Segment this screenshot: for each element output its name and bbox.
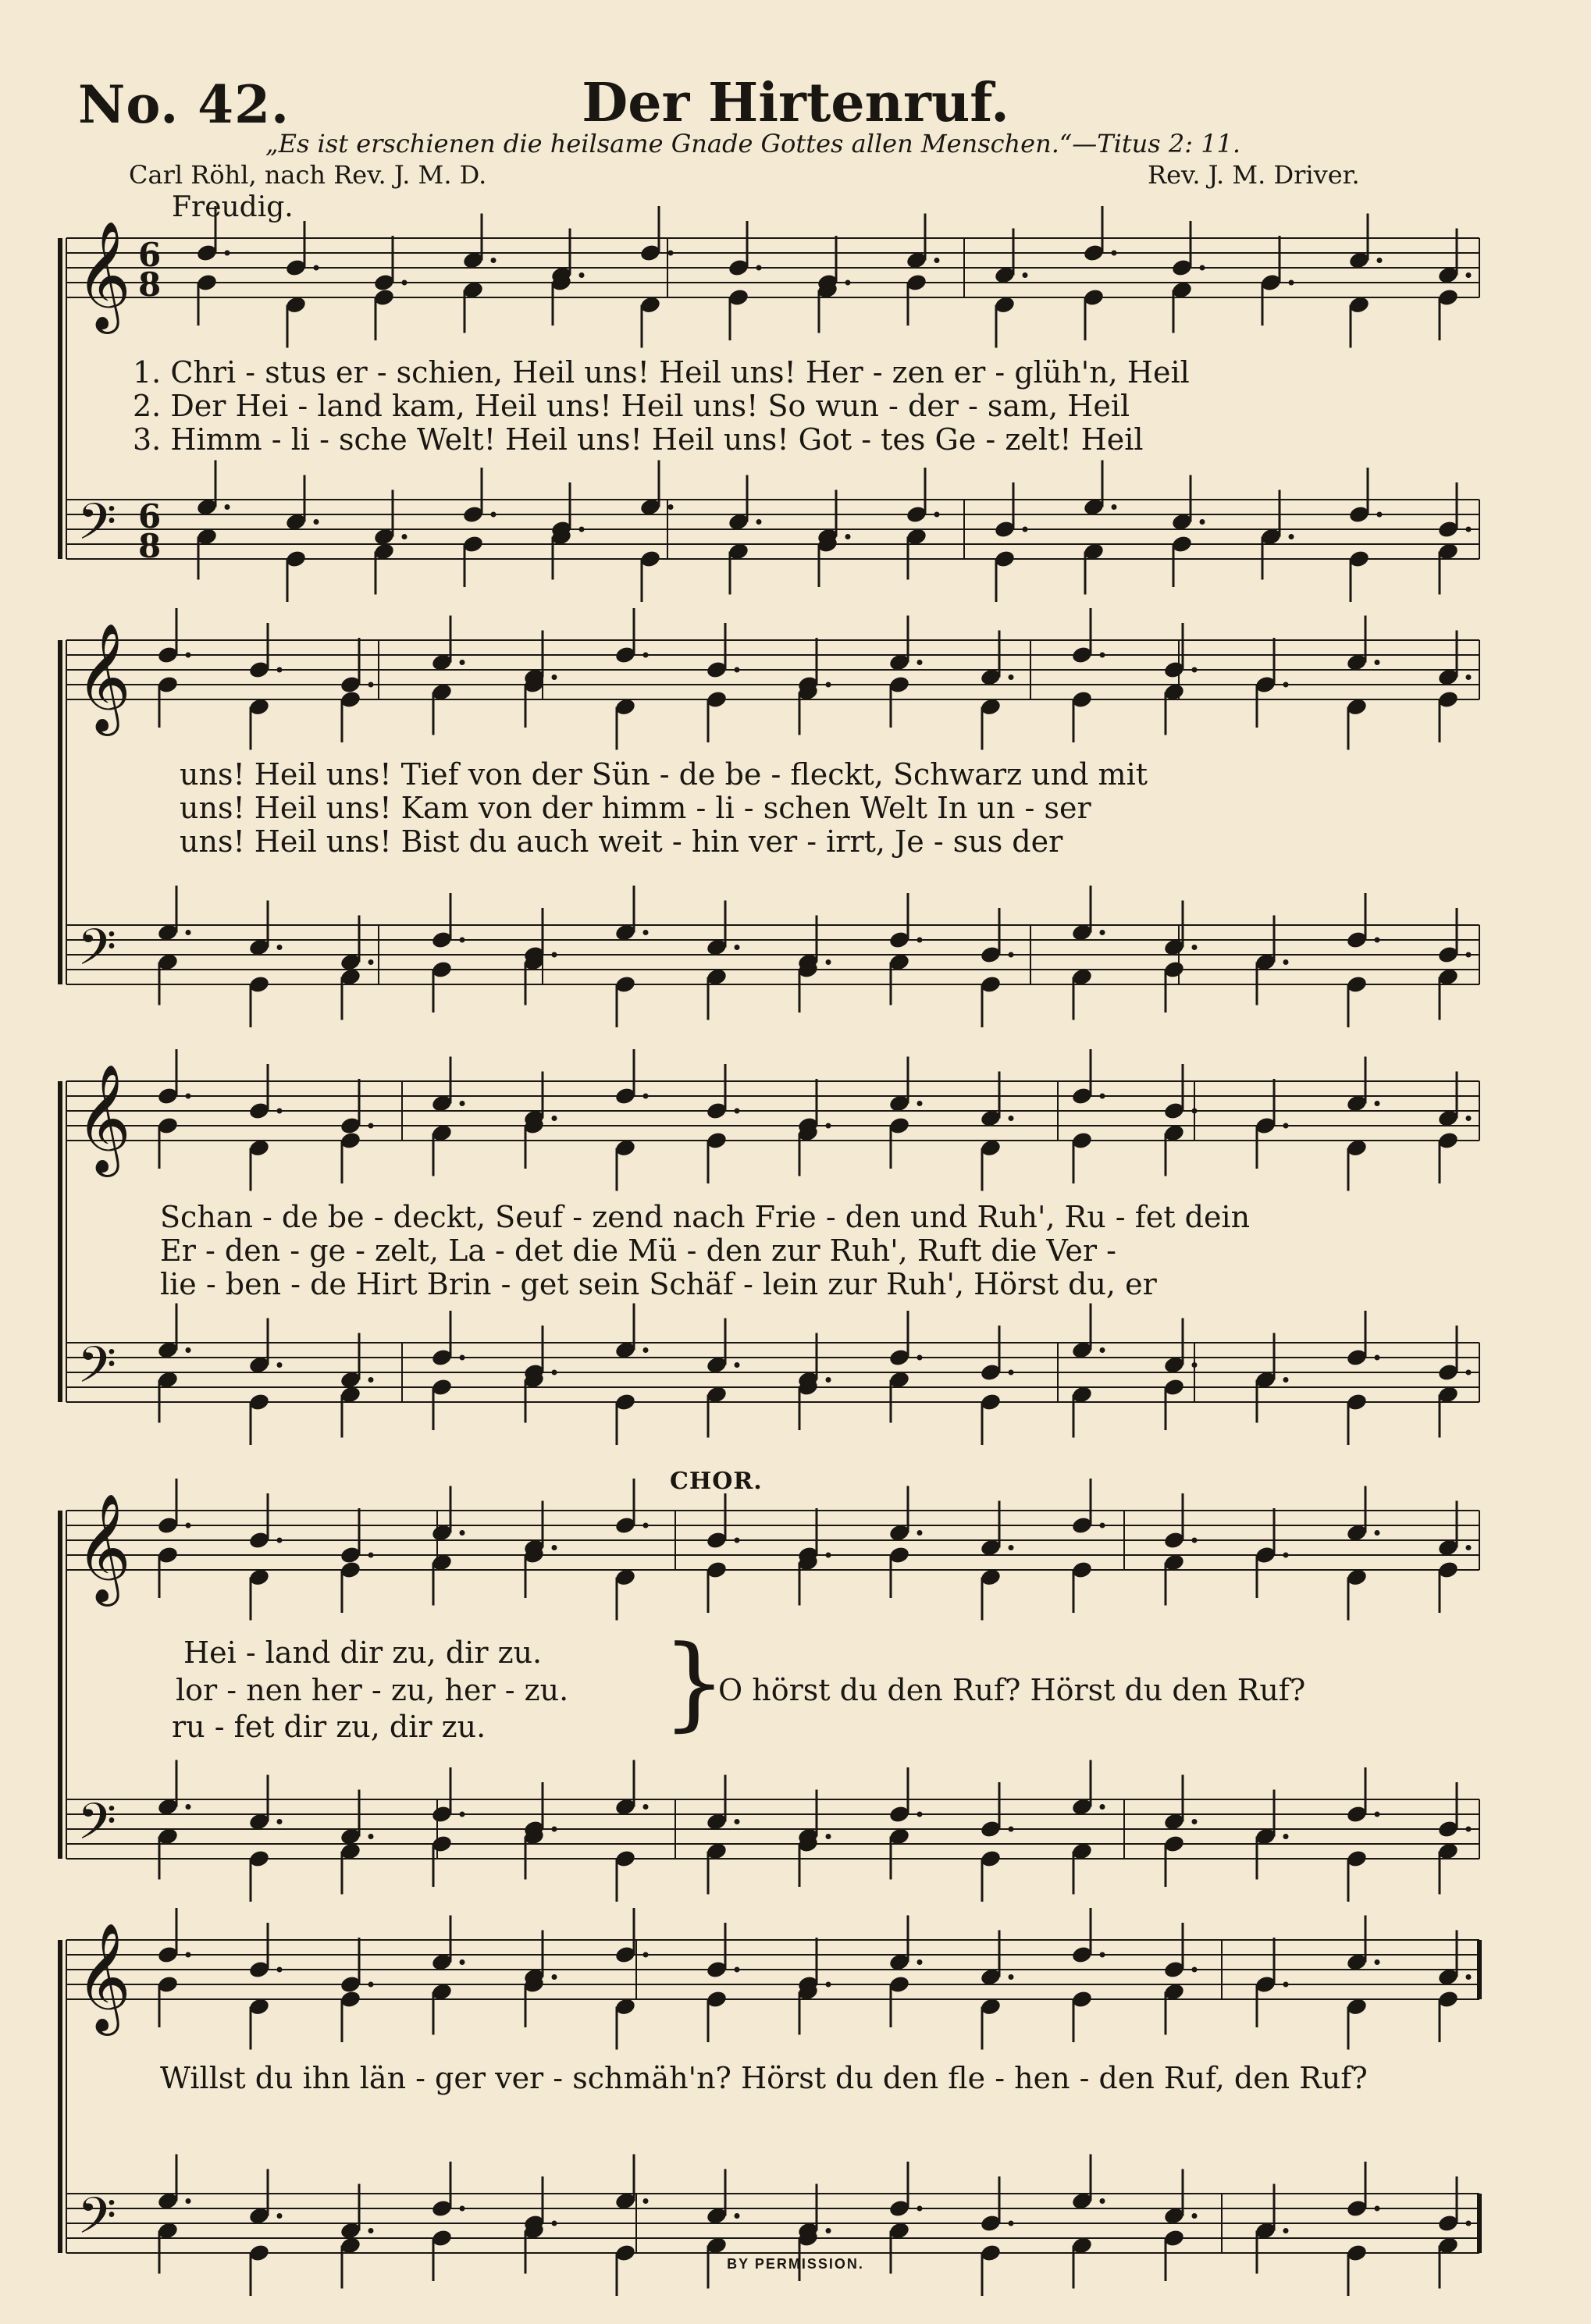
- dot: [368, 959, 374, 965]
- dot: [668, 504, 674, 510]
- lyric-line: uns! Heil uns! Kam von der himm - li - schen Welt In un - ser: [180, 791, 1091, 825]
- dot: [277, 1967, 283, 1973]
- dot: [1192, 1362, 1198, 1368]
- dot: [368, 1982, 374, 1988]
- dot: [1192, 1819, 1198, 1824]
- dot: [1100, 2198, 1105, 2204]
- lyric-line: uns! Heil uns! Tief von der Sün - de be - fleckt, Schwarz und mit: [180, 757, 1148, 792]
- dot: [1192, 1967, 1198, 1973]
- dot: [917, 1355, 923, 1361]
- dot: [1283, 1982, 1289, 1988]
- dot: [1466, 674, 1472, 680]
- lyric-line: 2. Der Hei - land kam, Heil uns! Heil uns! So wun - der - sam, Heil: [133, 389, 1130, 423]
- dot: [1375, 1101, 1380, 1106]
- time-signature-top: 6: [138, 497, 162, 536]
- dot: [735, 1109, 740, 1114]
- lyric-line: lor - nen her - zu, her - zu.: [176, 1673, 569, 1707]
- lyric-line: Hei - land dir zu, dir zu.: [183, 1635, 543, 1670]
- dot: [643, 1347, 649, 1353]
- dot: [368, 1123, 374, 1129]
- dot: [186, 1523, 191, 1529]
- dot: [402, 280, 408, 286]
- dot: [552, 1545, 557, 1550]
- lyric-line: ru - fet dir zu, dir zu.: [172, 1710, 486, 1744]
- dot: [460, 660, 465, 665]
- dot: [1466, 527, 1472, 532]
- dot: [1375, 1812, 1380, 1817]
- dot: [225, 251, 230, 256]
- dot: [186, 653, 191, 658]
- dot: [917, 1959, 923, 1965]
- dot: [1377, 258, 1383, 263]
- hymn-title: Der Hirtenruf.: [582, 72, 1009, 134]
- composer-credit: Carl Röhl, nach Rev. J. M. D.: [129, 160, 487, 190]
- dot: [460, 1101, 465, 1106]
- chorus-lyric: O hörst du den Ruf? Hörst du den Ruf?: [718, 1673, 1306, 1707]
- dot: [1192, 2213, 1198, 2219]
- lyric-line: lie - ben - de Hirt Brin - get sein Schäf - lein zur Ruh', Hörst du, er: [160, 1267, 1157, 1301]
- dot: [1466, 1827, 1472, 1832]
- dot: [460, 2206, 465, 2212]
- dot: [1100, 930, 1105, 935]
- dot: [186, 1804, 191, 1810]
- dot: [826, 1377, 831, 1383]
- bass-clef: 𝄢: [77, 1793, 117, 1863]
- dot: [277, 2213, 283, 2219]
- dot: [1466, 1974, 1472, 1980]
- dot: [1466, 1116, 1472, 1121]
- dot: [1112, 504, 1117, 510]
- dot: [1466, 1545, 1472, 1550]
- dot: [277, 667, 283, 673]
- dot: [1192, 945, 1198, 950]
- dot: [277, 1819, 283, 1824]
- dot: [314, 265, 319, 271]
- dot: [735, 945, 740, 950]
- dot: [1375, 938, 1380, 943]
- dot: [1283, 959, 1289, 965]
- dot: [186, 1094, 191, 1099]
- lyric-line: Er - den - ge - zelt, La - det die Mü - den zur Ruh', Ruft die Ver -: [160, 1233, 1116, 1268]
- dot: [491, 512, 497, 518]
- dot: [225, 504, 230, 510]
- time-signature-top: 6: [138, 236, 162, 274]
- dot: [735, 1538, 740, 1543]
- dot: [1100, 1523, 1105, 1529]
- treble-clef: 𝄞: [76, 1923, 131, 2031]
- dot: [643, 653, 649, 658]
- dot: [1289, 280, 1294, 286]
- dot: [668, 251, 674, 256]
- tempo-marking: Freudig.: [172, 191, 294, 223]
- dot: [1192, 1109, 1198, 1114]
- dot: [579, 272, 585, 278]
- dot: [917, 660, 923, 665]
- dot: [1466, 272, 1472, 278]
- dot: [186, 930, 191, 935]
- dot: [552, 674, 557, 680]
- dot: [643, 930, 649, 935]
- dot: [1283, 1377, 1289, 1383]
- dot: [643, 1952, 649, 1958]
- dot: [917, 2206, 923, 2212]
- dot: [277, 1362, 283, 1368]
- dot: [643, 2198, 649, 2204]
- lyric-line: Schan - de be - deckt, Seuf - zend nach Frie - den und Ruh', Ru - fet dein: [160, 1200, 1251, 1234]
- dot: [1100, 1347, 1105, 1353]
- dot: [186, 2198, 191, 2204]
- dot: [1283, 2228, 1289, 2233]
- dot: [368, 682, 374, 688]
- dot: [552, 1370, 557, 1376]
- dot: [1466, 952, 1472, 958]
- dot: [826, 1553, 831, 1558]
- dot: [1375, 660, 1380, 665]
- dot: [934, 512, 940, 518]
- dot: [826, 1834, 831, 1839]
- dot: [368, 2228, 374, 2233]
- dot: [826, 2228, 831, 2233]
- verse-brace: }: [662, 1623, 727, 1742]
- dot: [491, 258, 497, 263]
- dot: [1023, 272, 1028, 278]
- dot: [314, 519, 319, 525]
- dot: [579, 527, 585, 532]
- dot: [934, 258, 940, 263]
- dot: [826, 1123, 831, 1129]
- bass-clef: 𝄢: [77, 493, 117, 564]
- dot: [402, 534, 408, 539]
- dot: [1009, 1545, 1014, 1550]
- dot: [1283, 682, 1289, 688]
- dot: [368, 1553, 374, 1558]
- dot: [552, 1827, 557, 1832]
- dot: [552, 2221, 557, 2226]
- dot: [368, 1377, 374, 1383]
- epigraph: „Es ist erschienen die heilsame Gnade Gottes allen Menschen.“—Titus 2: 11.: [265, 129, 1241, 158]
- time-signature-bottom: 8: [138, 527, 162, 565]
- treble-clef: 𝄞: [76, 1493, 131, 1602]
- treble-clef: 𝄞: [76, 1064, 131, 1173]
- dot: [643, 1094, 649, 1099]
- dot: [1100, 1952, 1105, 1958]
- treble-clef: 𝄞: [76, 623, 131, 731]
- dot: [735, 1967, 740, 1973]
- dot: [917, 1530, 923, 1536]
- dot: [1466, 1370, 1472, 1376]
- chorus-label: CHOR.: [670, 1468, 763, 1495]
- dot: [1375, 2206, 1380, 2212]
- bass-clef: 𝄢: [77, 1336, 117, 1407]
- bass-clef: 𝄢: [77, 919, 117, 989]
- dot: [460, 1812, 465, 1817]
- time-signature-bottom: 8: [138, 265, 162, 304]
- dot: [1009, 674, 1014, 680]
- dot: [1283, 1123, 1289, 1129]
- dot: [735, 667, 740, 673]
- dot: [186, 1952, 191, 1958]
- hymn-number: No. 42.: [78, 74, 290, 135]
- dot: [277, 1538, 283, 1543]
- dot: [1112, 251, 1117, 256]
- permission-note: BY PERMISSION.: [727, 2256, 864, 2272]
- lyric-line: uns! Heil uns! Bist du auch weit - hin ver - irrt, Je - sus der: [180, 824, 1063, 859]
- dot: [1009, 1116, 1014, 1121]
- dot: [756, 265, 762, 271]
- dot: [1023, 527, 1028, 532]
- dot: [845, 280, 851, 286]
- dot: [1283, 1834, 1289, 1839]
- dot: [277, 945, 283, 950]
- dot: [460, 1959, 465, 1965]
- dot: [1009, 1974, 1014, 1980]
- dot: [368, 1834, 374, 1839]
- dot: [756, 519, 762, 525]
- dot: [735, 1819, 740, 1824]
- dot: [1100, 653, 1105, 658]
- dot: [1009, 1827, 1014, 1832]
- dot: [552, 952, 557, 958]
- dot: [552, 1116, 557, 1121]
- dot: [643, 1804, 649, 1810]
- lyric-line: 3. Himm - li - sche Welt! Heil uns! Heil uns! Got - tes Ge - zelt! Heil: [133, 422, 1144, 457]
- dot: [1192, 667, 1198, 673]
- dot: [826, 959, 831, 965]
- dot: [460, 1355, 465, 1361]
- lyricist-credit: Rev. J. M. Driver.: [1148, 160, 1360, 190]
- treble-clef: 𝄞: [76, 221, 131, 329]
- lyric-line: 1. Chri - stus er - schien, Heil uns! Heil uns! Her - zen er - glüh'n, Heil: [133, 355, 1190, 390]
- dot: [1375, 1530, 1380, 1536]
- dot: [917, 1101, 923, 1106]
- dot: [1100, 1804, 1105, 1810]
- dot: [1375, 1959, 1380, 1965]
- dot: [1466, 2221, 1472, 2226]
- dot: [552, 1974, 557, 1980]
- dot: [1200, 265, 1205, 271]
- dot: [1375, 1355, 1380, 1361]
- dot: [1283, 1553, 1289, 1558]
- dot: [735, 2213, 740, 2219]
- dot: [1009, 1370, 1014, 1376]
- dot: [1377, 512, 1383, 518]
- dot: [735, 1362, 740, 1368]
- dot: [1192, 1538, 1198, 1543]
- dot: [917, 1812, 923, 1817]
- dot: [1200, 519, 1205, 525]
- dot: [845, 534, 851, 539]
- dot: [1009, 952, 1014, 958]
- dot: [1009, 2221, 1014, 2226]
- dot: [460, 1530, 465, 1536]
- dot: [277, 1109, 283, 1114]
- dot: [826, 1982, 831, 1988]
- dot: [1289, 534, 1294, 539]
- dot: [643, 1523, 649, 1529]
- dot: [826, 682, 831, 688]
- dot: [460, 938, 465, 943]
- dot: [1100, 1094, 1105, 1099]
- dot: [186, 1347, 191, 1353]
- dot: [917, 938, 923, 943]
- bass-clef: 𝄢: [77, 2187, 117, 2258]
- lyric-line: Willst du ihn län - ger ver - schmäh'n? Hörst du den fle - hen - den Ruf, den Ruf?: [160, 2061, 1368, 2095]
